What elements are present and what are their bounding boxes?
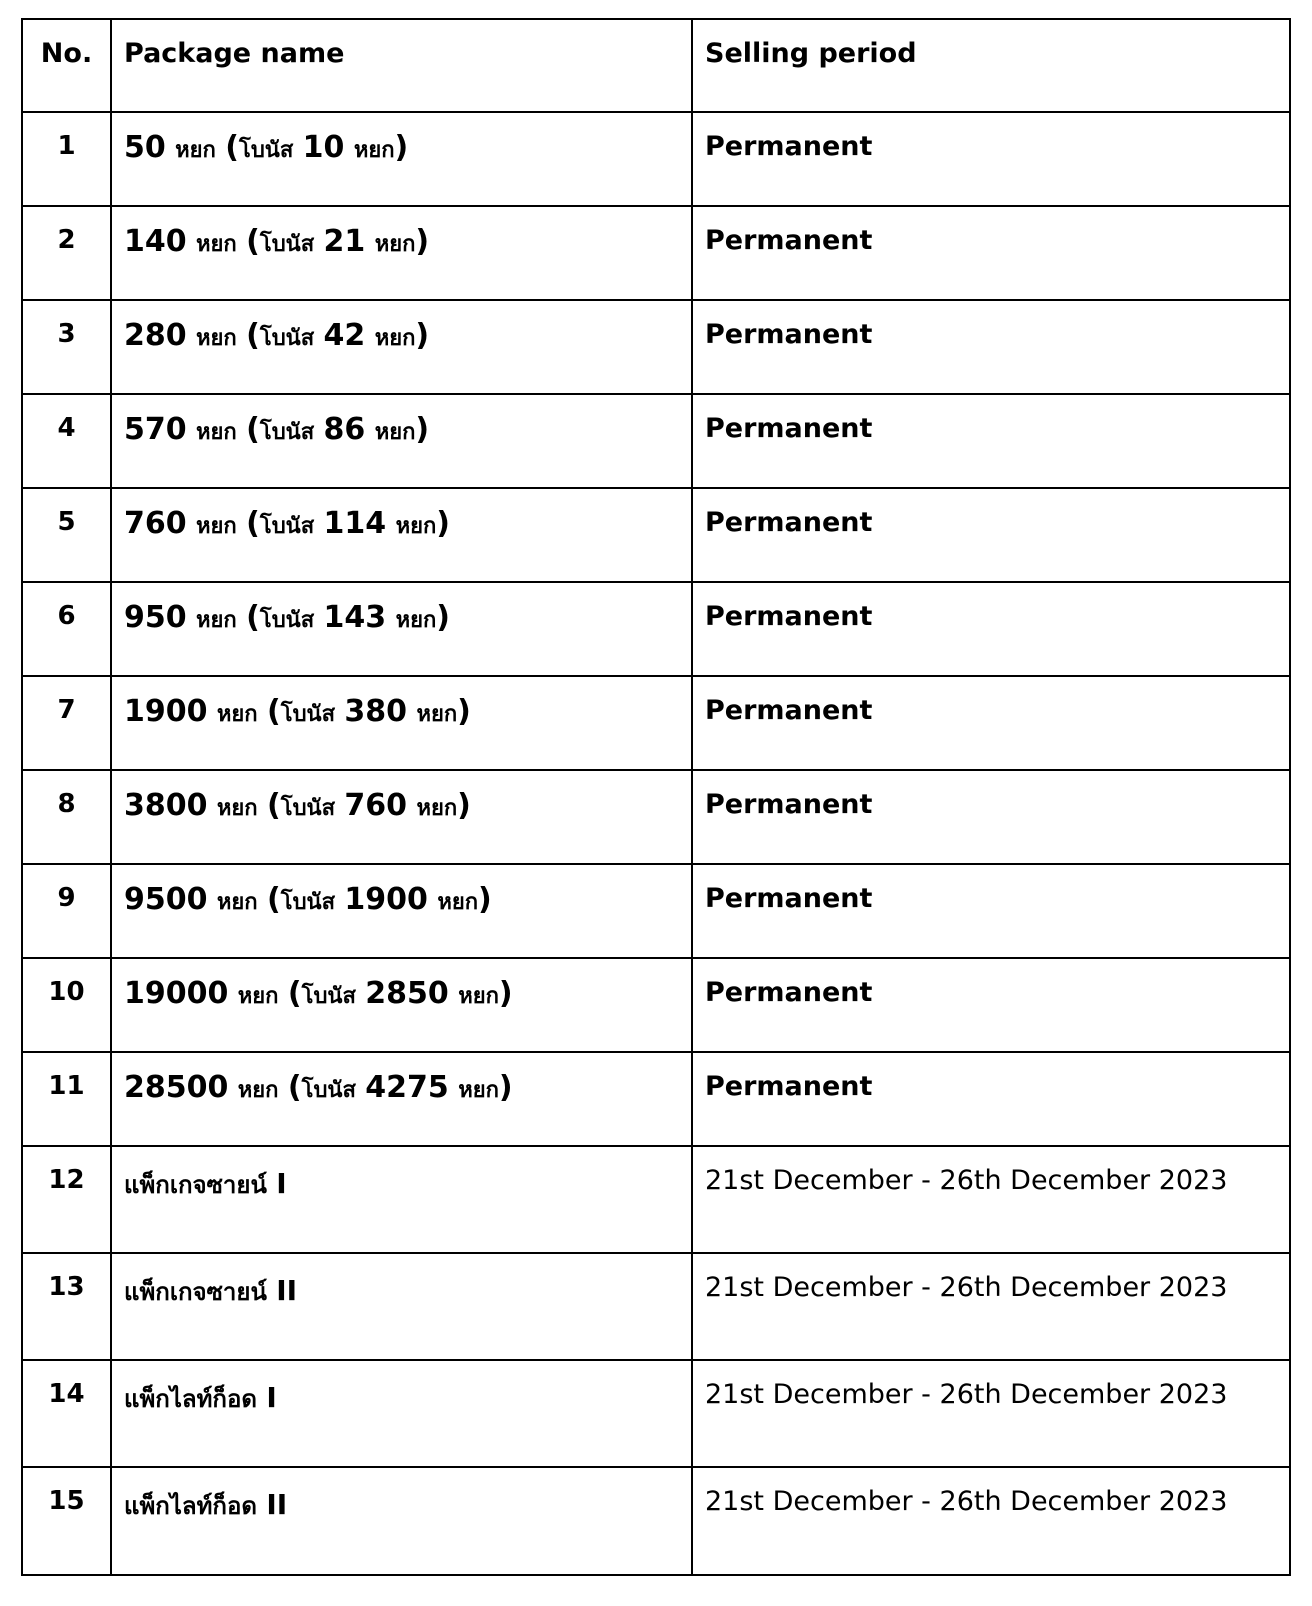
paren-close: )	[498, 1070, 513, 1105]
paren-open: (	[246, 318, 260, 353]
package-amount: 19000	[124, 976, 229, 1011]
row-number: 15	[22, 1467, 111, 1575]
bonus-amount: 114	[323, 506, 387, 541]
paren-close: )	[415, 412, 430, 447]
bonus-unit: หยก	[374, 420, 416, 445]
selling-period: Permanent	[692, 1052, 1290, 1146]
package-amount: 280	[124, 318, 187, 353]
selling-period: Permanent	[692, 206, 1290, 300]
package-tier: I	[266, 1381, 277, 1414]
package-tier: II	[276, 1274, 298, 1307]
row-number: 12	[22, 1146, 111, 1253]
bonus-amount: 380	[344, 694, 408, 729]
package-name	[111, 112, 692, 206]
paren-close: )	[436, 600, 450, 635]
bonus-amount: 760	[344, 788, 408, 823]
bonus-label: โบนัส	[301, 984, 356, 1009]
row-number: 6	[22, 582, 111, 676]
paren-close: )	[457, 694, 471, 729]
paren-open: (	[267, 694, 281, 729]
table-row	[22, 206, 1290, 300]
selling-period: Permanent	[692, 394, 1290, 488]
row-number: 7	[22, 676, 111, 770]
paren-open: (	[246, 506, 260, 541]
row-number: 4	[22, 394, 111, 488]
bonus-unit: หยก	[416, 702, 458, 727]
package-name	[111, 582, 692, 676]
row-number: 3	[22, 300, 111, 394]
selling-period: 21st December - 26th December 2023	[692, 1360, 1290, 1467]
table-row	[22, 958, 1290, 1052]
bonus-amount: 4275	[365, 1070, 449, 1105]
package-name	[111, 676, 692, 770]
bonus-amount: 10	[302, 130, 345, 165]
bonus-unit: หยก	[437, 890, 479, 915]
package-unit: หยก	[216, 796, 258, 821]
package-table	[21, 18, 1291, 1576]
bonus-amount: 2850	[365, 976, 449, 1011]
row-number: 1	[22, 112, 111, 206]
paren-close: )	[415, 224, 430, 259]
selling-period: Permanent	[692, 770, 1290, 864]
selling-period: 21st December - 26th December 2023	[692, 1253, 1290, 1360]
package-amount: 570	[124, 412, 187, 447]
table-row	[22, 1146, 1290, 1253]
table-row	[22, 864, 1290, 958]
bonus-amount: 42	[323, 318, 366, 353]
paren-open: (	[267, 788, 281, 823]
paren-open: (	[246, 600, 260, 635]
package-title: แพ็กไลท์ก็อด	[124, 1385, 257, 1413]
bonus-unit: หยก	[374, 326, 416, 351]
paren-close: )	[415, 318, 430, 353]
paren-open: (	[225, 130, 239, 165]
package-unit: หยก	[216, 702, 258, 727]
package-title: แพ็กเกจซายน์	[124, 1171, 267, 1199]
row-number: 10	[22, 958, 111, 1052]
selling-period: 21st December - 26th December 2023	[692, 1467, 1290, 1575]
header-no: No.	[22, 19, 111, 112]
package-name	[111, 770, 692, 864]
package-unit: หยก	[175, 138, 216, 163]
selling-period: Permanent	[692, 958, 1290, 1052]
package-name	[111, 1146, 692, 1253]
bonus-unit: หยก	[458, 1078, 499, 1103]
package-amount: 3800	[124, 788, 208, 823]
paren-close: )	[478, 882, 492, 917]
paren-close: )	[436, 506, 450, 541]
package-unit: หยก	[237, 984, 279, 1009]
bonus-unit: หยก	[416, 796, 458, 821]
package-name	[111, 1467, 692, 1575]
package-tier: I	[276, 1167, 287, 1200]
paren-close: )	[394, 130, 409, 165]
bonus-label: โบนัส	[239, 138, 294, 163]
paren-close: )	[457, 788, 471, 823]
selling-period: Permanent	[692, 582, 1290, 676]
selling-period: 21st December - 26th December 2023	[692, 1146, 1290, 1253]
bonus-unit: หยก	[353, 138, 395, 163]
package-name	[111, 394, 692, 488]
bonus-label: โบนัส	[280, 796, 335, 821]
package-amount: 28500	[124, 1070, 229, 1105]
bonus-label: โบนัส	[259, 608, 315, 633]
table-header-row	[22, 19, 1290, 112]
package-unit: หยก	[196, 608, 237, 633]
paren-open: (	[246, 412, 260, 447]
paren-open: (	[287, 976, 302, 1011]
bonus-label: โบนัส	[259, 326, 315, 351]
table-row	[22, 676, 1290, 770]
table-row	[22, 488, 1290, 582]
bonus-amount: 86	[323, 412, 366, 447]
row-number: 14	[22, 1360, 111, 1467]
bonus-label: โบนัส	[259, 514, 315, 539]
paren-open: (	[246, 224, 260, 259]
header-selling-period: Selling period	[692, 19, 1290, 112]
row-number: 9	[22, 864, 111, 958]
row-number: 5	[22, 488, 111, 582]
table-row	[22, 1467, 1290, 1575]
package-unit: หยก	[196, 232, 237, 257]
table-row	[22, 1052, 1290, 1146]
header-package-name: Package name	[111, 19, 692, 112]
package-name	[111, 1052, 692, 1146]
package-name	[111, 1253, 692, 1360]
selling-period: Permanent	[692, 488, 1290, 582]
package-amount: 140	[124, 224, 187, 259]
package-unit: หยก	[216, 890, 258, 915]
package-name	[111, 300, 692, 394]
bonus-amount: 21	[323, 224, 366, 259]
bonus-amount: 143	[323, 600, 387, 635]
package-amount: 50	[124, 130, 166, 165]
table-row	[22, 112, 1290, 206]
package-name	[111, 958, 692, 1052]
table-row	[22, 300, 1290, 394]
selling-period: Permanent	[692, 300, 1290, 394]
row-number: 13	[22, 1253, 111, 1360]
bonus-amount: 1900	[344, 882, 428, 917]
package-amount: 1900	[124, 694, 208, 729]
package-tier: II	[266, 1488, 288, 1521]
bonus-label: โบนัส	[259, 420, 315, 445]
table-row	[22, 394, 1290, 488]
package-name	[111, 488, 692, 582]
package-unit: หยก	[196, 326, 237, 351]
paren-close: )	[498, 976, 513, 1011]
package-unit: หยก	[196, 420, 237, 445]
selling-period: Permanent	[692, 676, 1290, 770]
table-row	[22, 1360, 1290, 1467]
bonus-unit: หยก	[374, 232, 416, 257]
table-row	[22, 770, 1290, 864]
package-name	[111, 864, 692, 958]
bonus-unit: หยก	[458, 984, 499, 1009]
table-row	[22, 582, 1290, 676]
row-number: 8	[22, 770, 111, 864]
package-amount: 950	[124, 600, 187, 635]
paren-open: (	[287, 1070, 302, 1105]
paren-open: (	[267, 882, 281, 917]
bonus-unit: หยก	[395, 514, 437, 539]
bonus-label: โบนัส	[301, 1078, 356, 1103]
package-title: แพ็กไลท์ก็อด	[124, 1492, 257, 1520]
row-number: 2	[22, 206, 111, 300]
row-number: 11	[22, 1052, 111, 1146]
table-row	[22, 1253, 1290, 1360]
package-unit: หยก	[237, 1078, 279, 1103]
package-name	[111, 1360, 692, 1467]
bonus-label: โบนัส	[280, 702, 335, 727]
package-name	[111, 206, 692, 300]
package-title: แพ็กเกจซายน์	[124, 1278, 267, 1306]
bonus-unit: หยก	[395, 608, 437, 633]
package-unit: หยก	[196, 514, 237, 539]
selling-period: Permanent	[692, 864, 1290, 958]
selling-period: Permanent	[692, 112, 1290, 206]
bonus-label: โบนัส	[259, 232, 315, 257]
bonus-label: โบนัส	[280, 890, 335, 915]
package-amount: 9500	[124, 882, 208, 917]
package-amount: 760	[124, 506, 187, 541]
